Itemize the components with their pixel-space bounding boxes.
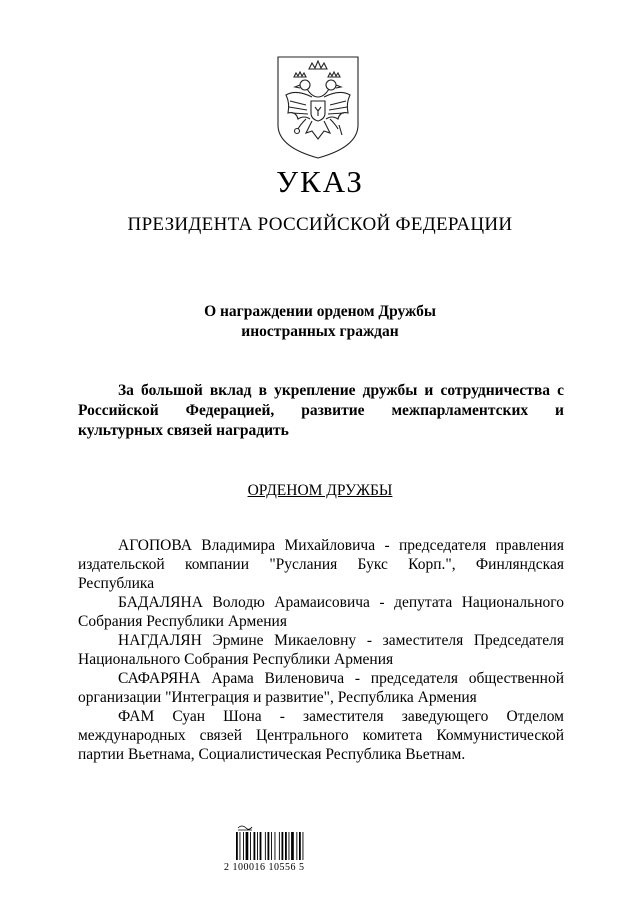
subject-line: иностранных граждан [241,323,399,340]
preamble-line: Российской Федерацией, развитие межпарламентских и [78,402,564,419]
recipient-line: НАГДАЛЯН Эрмине Микаеловну - заместителя Председателя [118,632,564,649]
recipient-line: Республика [78,575,155,592]
recipient-line: АГОПОВА Владимира Михайловича - председателя правления [118,537,564,554]
decree-preamble [78,381,564,441]
recipient-entry [78,536,564,593]
recipient-entry [78,707,564,764]
recipient-entry [78,669,564,707]
recipient-line: БАДАЛЯНА Володю Арамаисовича - депутата Национального [118,594,564,611]
decree-subject [0,302,640,342]
recipient-line: издательской компании "Руслания Букс Корп.", Финляндская [78,556,564,573]
order-name: ОРДЕНОМ ДРУЖБЫ [247,482,393,499]
recipient-line: партии Вьетнама, Социалистическая Республика Вьетнам. [78,746,466,763]
preamble-line: культурных связей наградить [78,422,289,439]
recipient-line: ФАМ Суан Шона - заместителя заведующего Отделом [118,708,564,725]
recipient-line: международных связей Центрального комитета Коммунистической [78,727,564,744]
coat-of-arms-icon [276,55,360,160]
recipient-entry [78,631,564,669]
preamble-line: За большой вклад в укрепление дружбы и сотрудничества с [118,382,564,399]
recipient-entry [78,593,564,631]
subject-line: О награждении орденом Дружбы [204,303,436,320]
recipients-list [78,536,564,764]
decree-issuer: ПРЕЗИДЕНТА РОССИЙСКОЙ ФЕДЕРАЦИИ [127,214,513,235]
decree-title: УКАЗ [276,164,364,199]
recipient-line: Национального Собрания Республики Армения [78,651,394,668]
recipient-line: САФАРЯНА Арама Виленовича - председателя общественной [118,670,564,687]
barcode-digits: 2 100016 10556 5 [224,862,305,873]
recipient-line: организации "Интеграция и развитие", Республика Армения [78,689,477,706]
recipient-line: Собрания Республики Армения [78,613,287,630]
